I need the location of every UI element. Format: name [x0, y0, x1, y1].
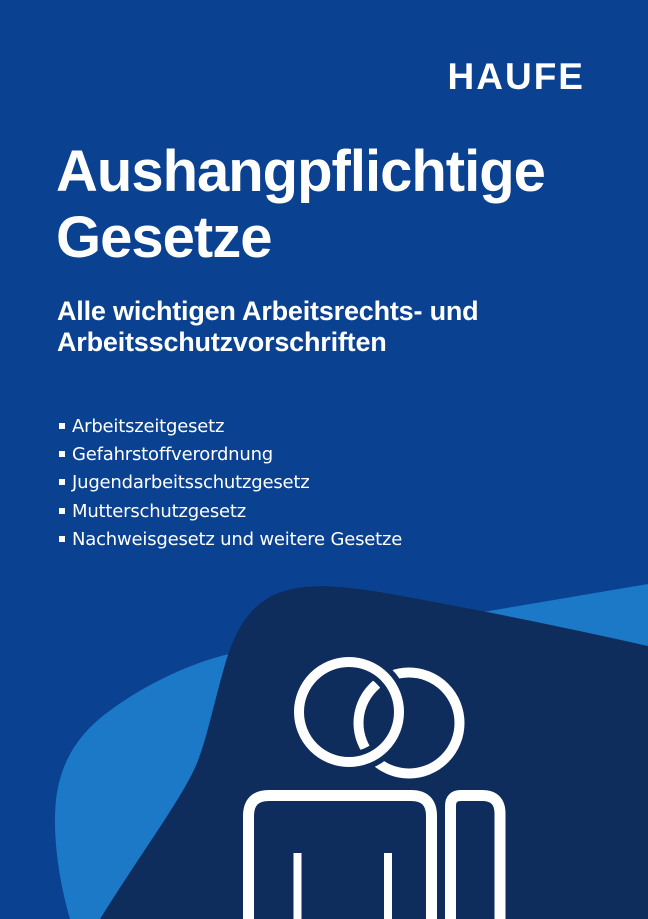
list-item	[59, 498, 402, 526]
list-item-label: Arbeitszeitgesetz	[72, 416, 225, 437]
bullet-square-icon	[59, 423, 65, 429]
list-item	[59, 441, 402, 469]
list-item	[59, 526, 402, 554]
subtitle	[57, 296, 478, 358]
list-item	[59, 469, 402, 497]
bullet-square-icon	[59, 508, 65, 514]
bullet-square-icon	[59, 451, 65, 457]
page-title	[56, 139, 545, 271]
list-item-label: Gefahrstoffverordnung	[72, 444, 274, 466]
subtitle-line-1: Alle wichtigen Arbeitsrechts- und	[57, 296, 479, 326]
subtitle-line-2: Arbeitsschutzvorschriften	[57, 327, 387, 357]
list-item-label: Nachweisgesetz und weitere Gesetze	[72, 528, 403, 550]
title-line-2: Gesetze	[56, 205, 272, 270]
list-item-label: Mutterschutzgesetz	[72, 500, 246, 522]
list-item-label: Jugendarbeitsschutzgesetz	[72, 472, 310, 494]
topics-list	[59, 413, 402, 554]
list-item	[59, 413, 402, 441]
title-line-1: Aushangpflichtige	[56, 139, 545, 204]
bullet-square-icon	[59, 479, 65, 485]
brand-logo: HAUFE	[447, 56, 585, 97]
bullet-square-icon	[59, 536, 65, 542]
